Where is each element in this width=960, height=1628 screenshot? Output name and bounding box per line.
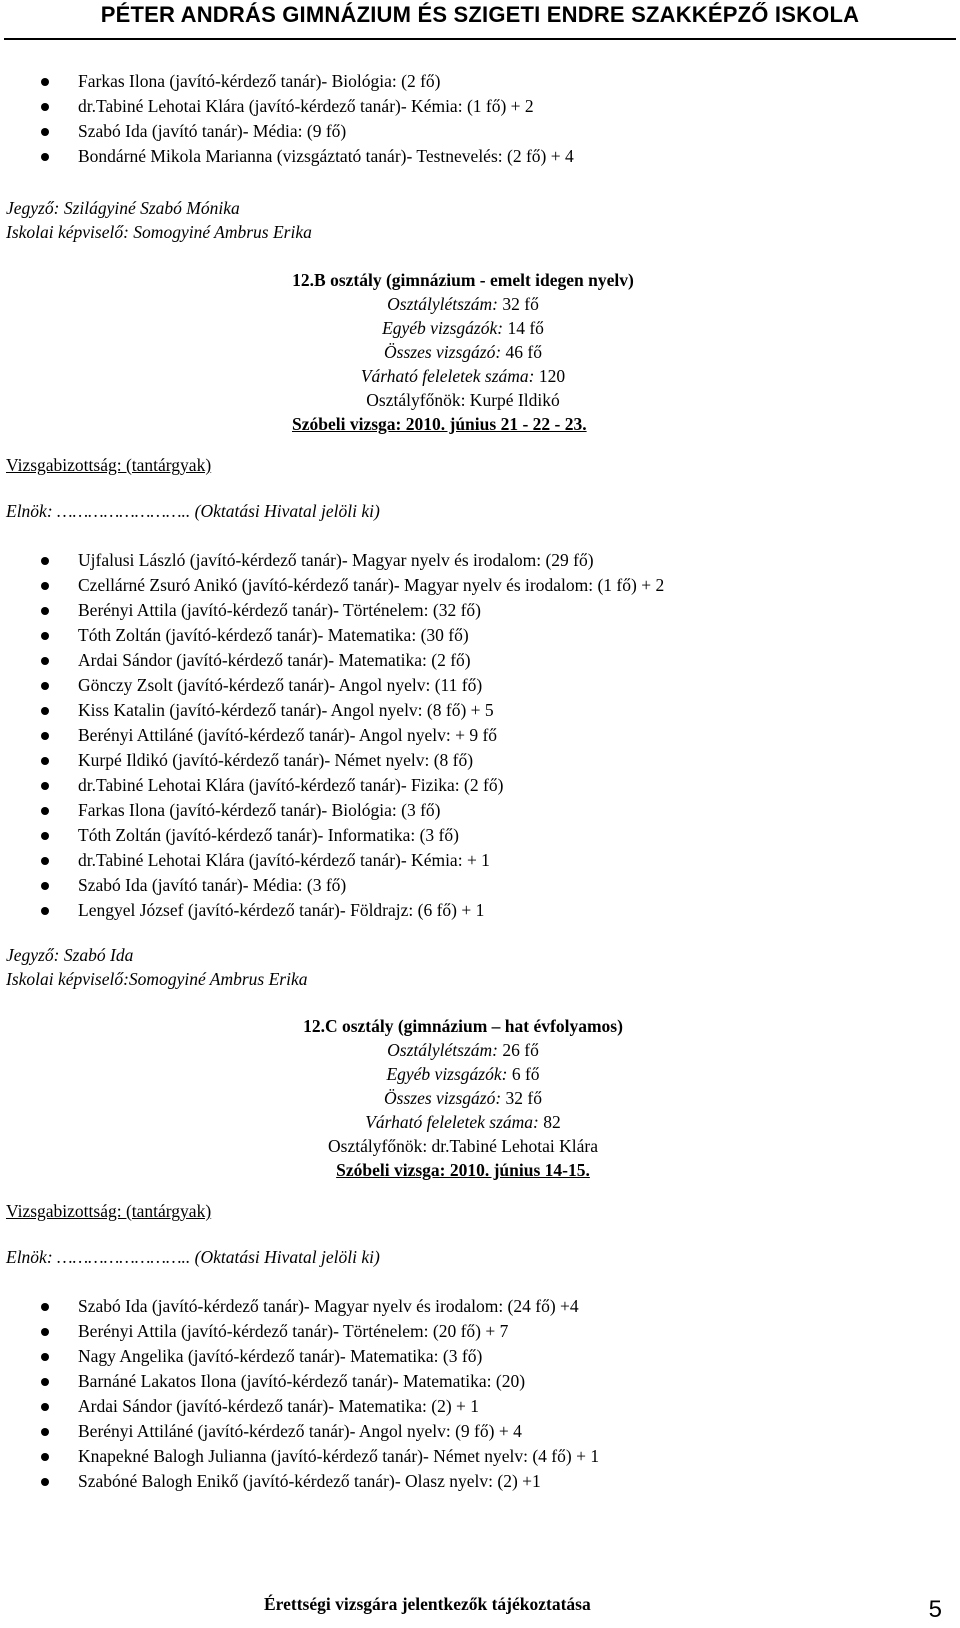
list-item: dr.Tabiné Lehotai Klára (javító-kérdező tanár)- Fizika: (2 fő) [0,773,664,798]
footer-title: Érettségi vizsgára jelentkezők tájékoztatása [264,1594,591,1614]
list-item: Ujfalusi László (javító-kérdező tanár)- Magyar nyelv és irodalom: (29 fő) [0,548,664,573]
list-item: Kiss Katalin (javító-kérdező tanár)- Angol nyelv: (8 fő) + 5 [0,698,664,723]
list-item: Ardai Sándor (javító-kérdező tanár)- Matematika: (2) + 1 [0,1394,599,1419]
list-item: Berényi Attiláné (javító-kérdező tanár)- Angol nyelv: (9 fő) + 4 [0,1419,599,1444]
class-b-teacher-list [0,548,664,923]
list-item: dr.Tabiné Lehotai Klára (javító-kérdező tanár)- Kémia: (1 fő) + 2 [0,94,574,119]
list-item: Lengyel József (javító-kérdező tanár)- Földrajz: (6 fő) + 1 [0,898,664,923]
class-c-teacher-list [0,1294,599,1494]
list-item: Knapekné Balogh Julianna (javító-kérdező tanár)- Német nyelv: (4 fő) + 1 [0,1444,599,1469]
class-b-elnok: Elnök: …………………….. (Oktatási Hivatal jelöli ki) [6,501,380,521]
class-c-szobeli: Szóbeli vizsga: 2010. június 14-15. [336,1160,590,1180]
page-number: 5 [928,1596,942,1623]
list-item: Farkas Ilona (javító-kérdező tanár)- Biológia: (3 fő) [0,798,664,823]
class-c-letszam: Osztálylétszám: 26 fő [387,1040,539,1060]
list-item: Barnáné Lakatos Ilona (javító-kérdező tanár)- Matematika: (20) [0,1369,599,1394]
list-item: Szabó Ida (javító tanár)- Média: (3 fő) [0,873,664,898]
class-b-letszam: Osztálylétszám: 32 fő [387,294,539,314]
list-item: Gönczy Zsolt (javító-kérdező tanár)- Angol nyelv: (11 fő) [0,673,664,698]
list-item: Tóth Zoltán (javító-kérdező tanár)- Matematika: (30 fő) [0,623,664,648]
class-c-title: 12.C osztály (gimnázium – hat évfolyamos) [303,1016,623,1036]
list-item: Czellárné Zsuró Anikó (javító-kérdező tanár)- Magyar nyelv és irodalom: (1 fő) + 2 [0,573,664,598]
class-b-osszes: Összes vizsgázó: 46 fő [384,342,542,362]
class-c-info [244,1014,682,1182]
class-c-varhato: Várható feleletek száma: 82 [365,1112,561,1132]
class-c-osszes: Összes vizsgázó: 32 fő [384,1088,542,1108]
list-item: dr.Tabiné Lehotai Klára (javító-kérdező tanár)- Kémia: + 1 [0,848,664,873]
class-b-info [244,268,682,436]
list-item: Tóth Zoltán (javító-kérdező tanár)- Informatika: (3 fő) [0,823,664,848]
header-rule [4,38,956,40]
class-b-jegyzo: Jegyző: Szabó Ida [6,945,134,965]
class-b-bizottsag: Vizsgabizottság: (tantárgyak) [6,455,212,475]
document-header: PÉTER ANDRÁS GIMNÁZIUM ÉS SZIGETI ENDRE SZAKKÉPZŐ ISKOLA [100,2,860,27]
class-b-szobeli: Szóbeli vizsga: 2010. június 21 - 22 - 23. [292,414,587,434]
class-c-bizottsag: Vizsgabizottság: (tantárgyak) [6,1201,212,1221]
list-item: Szabó Ida (javító-kérdező tanár)- Magyar nyelv és irodalom: (24 fő) +4 [0,1294,599,1319]
class-b-ofo: Osztályfőnök: Kurpé Ildikó [366,390,560,410]
list-item: Nagy Angelika (javító-kérdező tanár)- Matematika: (3 fő) [0,1344,599,1369]
top-kepviselo: Iskolai képviselő: Somogyiné Ambrus Erika [6,222,312,242]
top-teacher-list [0,69,574,169]
class-b-kepviselo: Iskolai képviselő:Somogyiné Ambrus Erika [6,969,308,989]
list-item: Farkas Ilona (javító-kérdező tanár)- Biológia: (2 fő) [0,69,574,94]
class-b-title: 12.B osztály (gimnázium - emelt idegen nyelv) [292,270,634,290]
list-item: Ardai Sándor (javító-kérdező tanár)- Matematika: (2 fő) [0,648,664,673]
list-item: Szabóné Balogh Enikő (javító-kérdező tanár)- Olasz nyelv: (2) +1 [0,1469,599,1494]
class-b-varhato: Várható feleletek száma: 120 [360,366,566,386]
class-c-elnok: Elnök: …………………….. (Oktatási Hivatal jelöli ki) [6,1247,380,1267]
list-item: Berényi Attila (javító-kérdező tanár)- Történelem: (32 fő) [0,598,664,623]
class-b-egyeb: Egyéb vizsgázók: 14 fő [382,318,544,338]
class-c-ofo: Osztályfőnök: dr.Tabiné Lehotai Klára [328,1136,598,1156]
list-item: Kurpé Ildikó (javító-kérdező tanár)- Német nyelv: (8 fő) [0,748,664,773]
list-item: Bondárné Mikola Marianna (vizsgáztató tanár)- Testnevelés: (2 fő) + 4 [0,144,574,169]
top-jegyzo: Jegyző: Szilágyiné Szabó Mónika [6,198,240,218]
list-item: Berényi Attiláné (javító-kérdező tanár)- Angol nyelv: + 9 fő [0,723,664,748]
list-item: Berényi Attila (javító-kérdező tanár)- Történelem: (20 fő) + 7 [0,1319,599,1344]
list-item: Szabó Ida (javító tanár)- Média: (9 fő) [0,119,574,144]
class-c-egyeb: Egyéb vizsgázók: 6 fő [386,1064,540,1084]
